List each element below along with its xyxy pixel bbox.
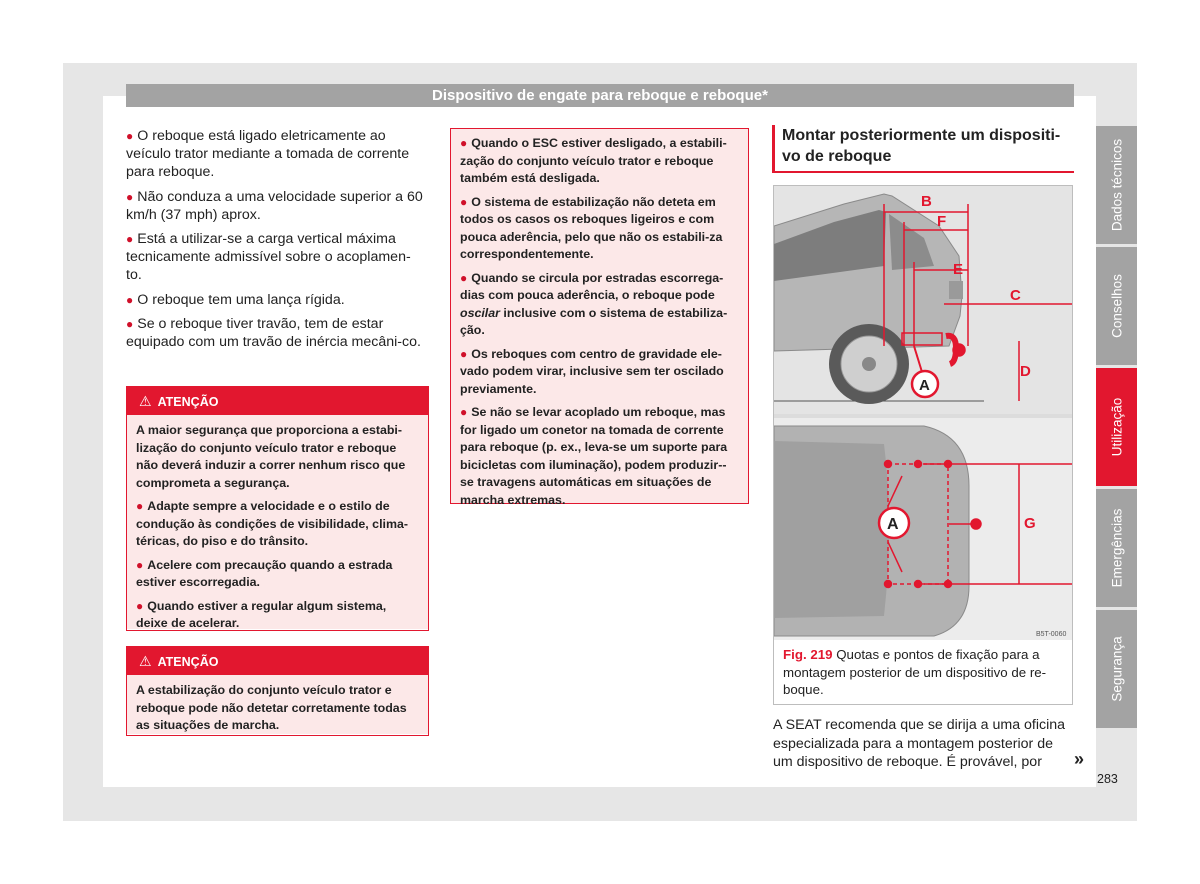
list-item: ● O reboque está ligado eletricamente ao veículo trator mediante a tomada de corrente para reboque. — [126, 128, 410, 181]
point-label-A-top: A — [887, 516, 899, 533]
section-accent-rule — [772, 125, 775, 171]
list-item: ● Se o reboque tiver travão, tem de estar equipado com um travão de inércia mecâni-co. — [126, 315, 421, 351]
warning-body — [127, 415, 428, 629]
page-number: 283 — [1097, 772, 1118, 786]
warning-item: ● Acelere com precaução quando a estrada estiver escorregadia. — [136, 557, 393, 589]
dim-label-F: F — [937, 213, 947, 230]
dim-label-E: E — [953, 261, 964, 278]
warning-item: ● Os reboques com centro de gravidade ele-vado podem virar, inclusive sem ter oscilado previamente. — [460, 346, 724, 396]
list-item: ● Não conduza a uma velocidade superior a 60 km/h (37 mph) aprox. — [126, 188, 423, 223]
warning-item: ● Quando se circula por estradas escorrega-dias com pouca aderência, o reboque pode oscilar inclusive com o sistema de estabiliza-ção. — [460, 270, 728, 337]
warning-continuation — [450, 128, 749, 507]
side-tab-seguranca[interactable]: Segurança — [1096, 610, 1137, 728]
warning-intro: A maior segurança que proporciona a estabi-lização do conjunto veículo trator e reboque não deverá induzir a correr nenhum risco que comprometa a segurança. — [136, 423, 406, 490]
side-tab-utilizacao[interactable]: Utilização — [1096, 368, 1137, 486]
section-underline — [772, 171, 1074, 173]
dim-label-B: B — [921, 193, 932, 210]
point-label-A-side: A — [919, 377, 930, 394]
figure-caption: Fig. 219 Quotas e pontos de fixação para a montagem posterior de um dispositivo de re-boque. — [783, 647, 1047, 697]
side-tab-dados-tecnicos[interactable]: Dados técnicos — [1096, 126, 1137, 244]
list-item: ● O reboque tem uma lança rígida. — [126, 291, 345, 308]
left-column — [126, 127, 426, 357]
warning-item: ● Quando estiver a regular algum sistema, deixe de acelerar. — [136, 598, 387, 630]
warning-item: ● Adapte sempre a velocidade e o estilo de condução às condições de visibilidade, clima-téricas, do piso e do trânsito. — [136, 499, 408, 548]
warning-text: A estabilização do conjunto veículo trator e reboque pode não detetar corretamente todas as situações de marcha. — [136, 683, 407, 732]
list-item: ● Está a utilizar-se a carga vertical máxima tecnicamente admissível sobre o acoplamen-to. — [126, 231, 411, 284]
side-tab-emergencias[interactable]: Emergências — [1096, 489, 1137, 607]
figure-code: B5T-0060 — [1036, 631, 1067, 638]
warning-box-2 — [126, 646, 429, 736]
chapter-header: Dispositivo de engate para reboque e reboque* — [126, 84, 1074, 107]
dim-label-D: D — [1020, 363, 1031, 380]
warning-item: ● Se não se levar acoplado um reboque, mas for ligado um conetor na tomada de corrente para reboque (p. ex., leva-se um suporte para bicicletas com iluminação), podem produzir--se travagens automáticas em situações de marcha extremas. — [460, 405, 728, 507]
warning-box-1 — [126, 386, 429, 631]
side-tab-conselhos[interactable]: Conselhos — [1096, 247, 1137, 365]
section-title: Montar posteriormente um dispositi-vo de reboque — [782, 127, 1061, 165]
figure-illustration — [774, 186, 1072, 640]
warning-triangle-icon: ⚠ — [139, 653, 152, 669]
warning-body — [127, 675, 428, 734]
warning-item: ● O sistema de estabilização não deteta em todos os casos os reboques ligeiros e com pouca aderência, pelo que não os estabili-za correspondentemente. — [460, 194, 723, 261]
dim-label-G: G — [1024, 515, 1036, 532]
warning-item: ● Quando o ESC estiver desligado, a estabili-zação do conjunto veículo trator e reboque também está desligada. — [460, 136, 727, 185]
warning-triangle-icon: ⚠ — [139, 393, 152, 409]
continue-marker: » — [1074, 749, 1085, 769]
section-body-text: A SEAT recomenda que se dirija a uma oficina especializada para a montagem posterior de um dispositivo de reboque. É provável, por — [773, 717, 1066, 770]
warning-header: ⚠ ATENÇÃO — [127, 647, 428, 675]
dim-label-C: C — [1010, 287, 1021, 304]
warning-header: ⚠ ATENÇÃO — [127, 387, 428, 415]
